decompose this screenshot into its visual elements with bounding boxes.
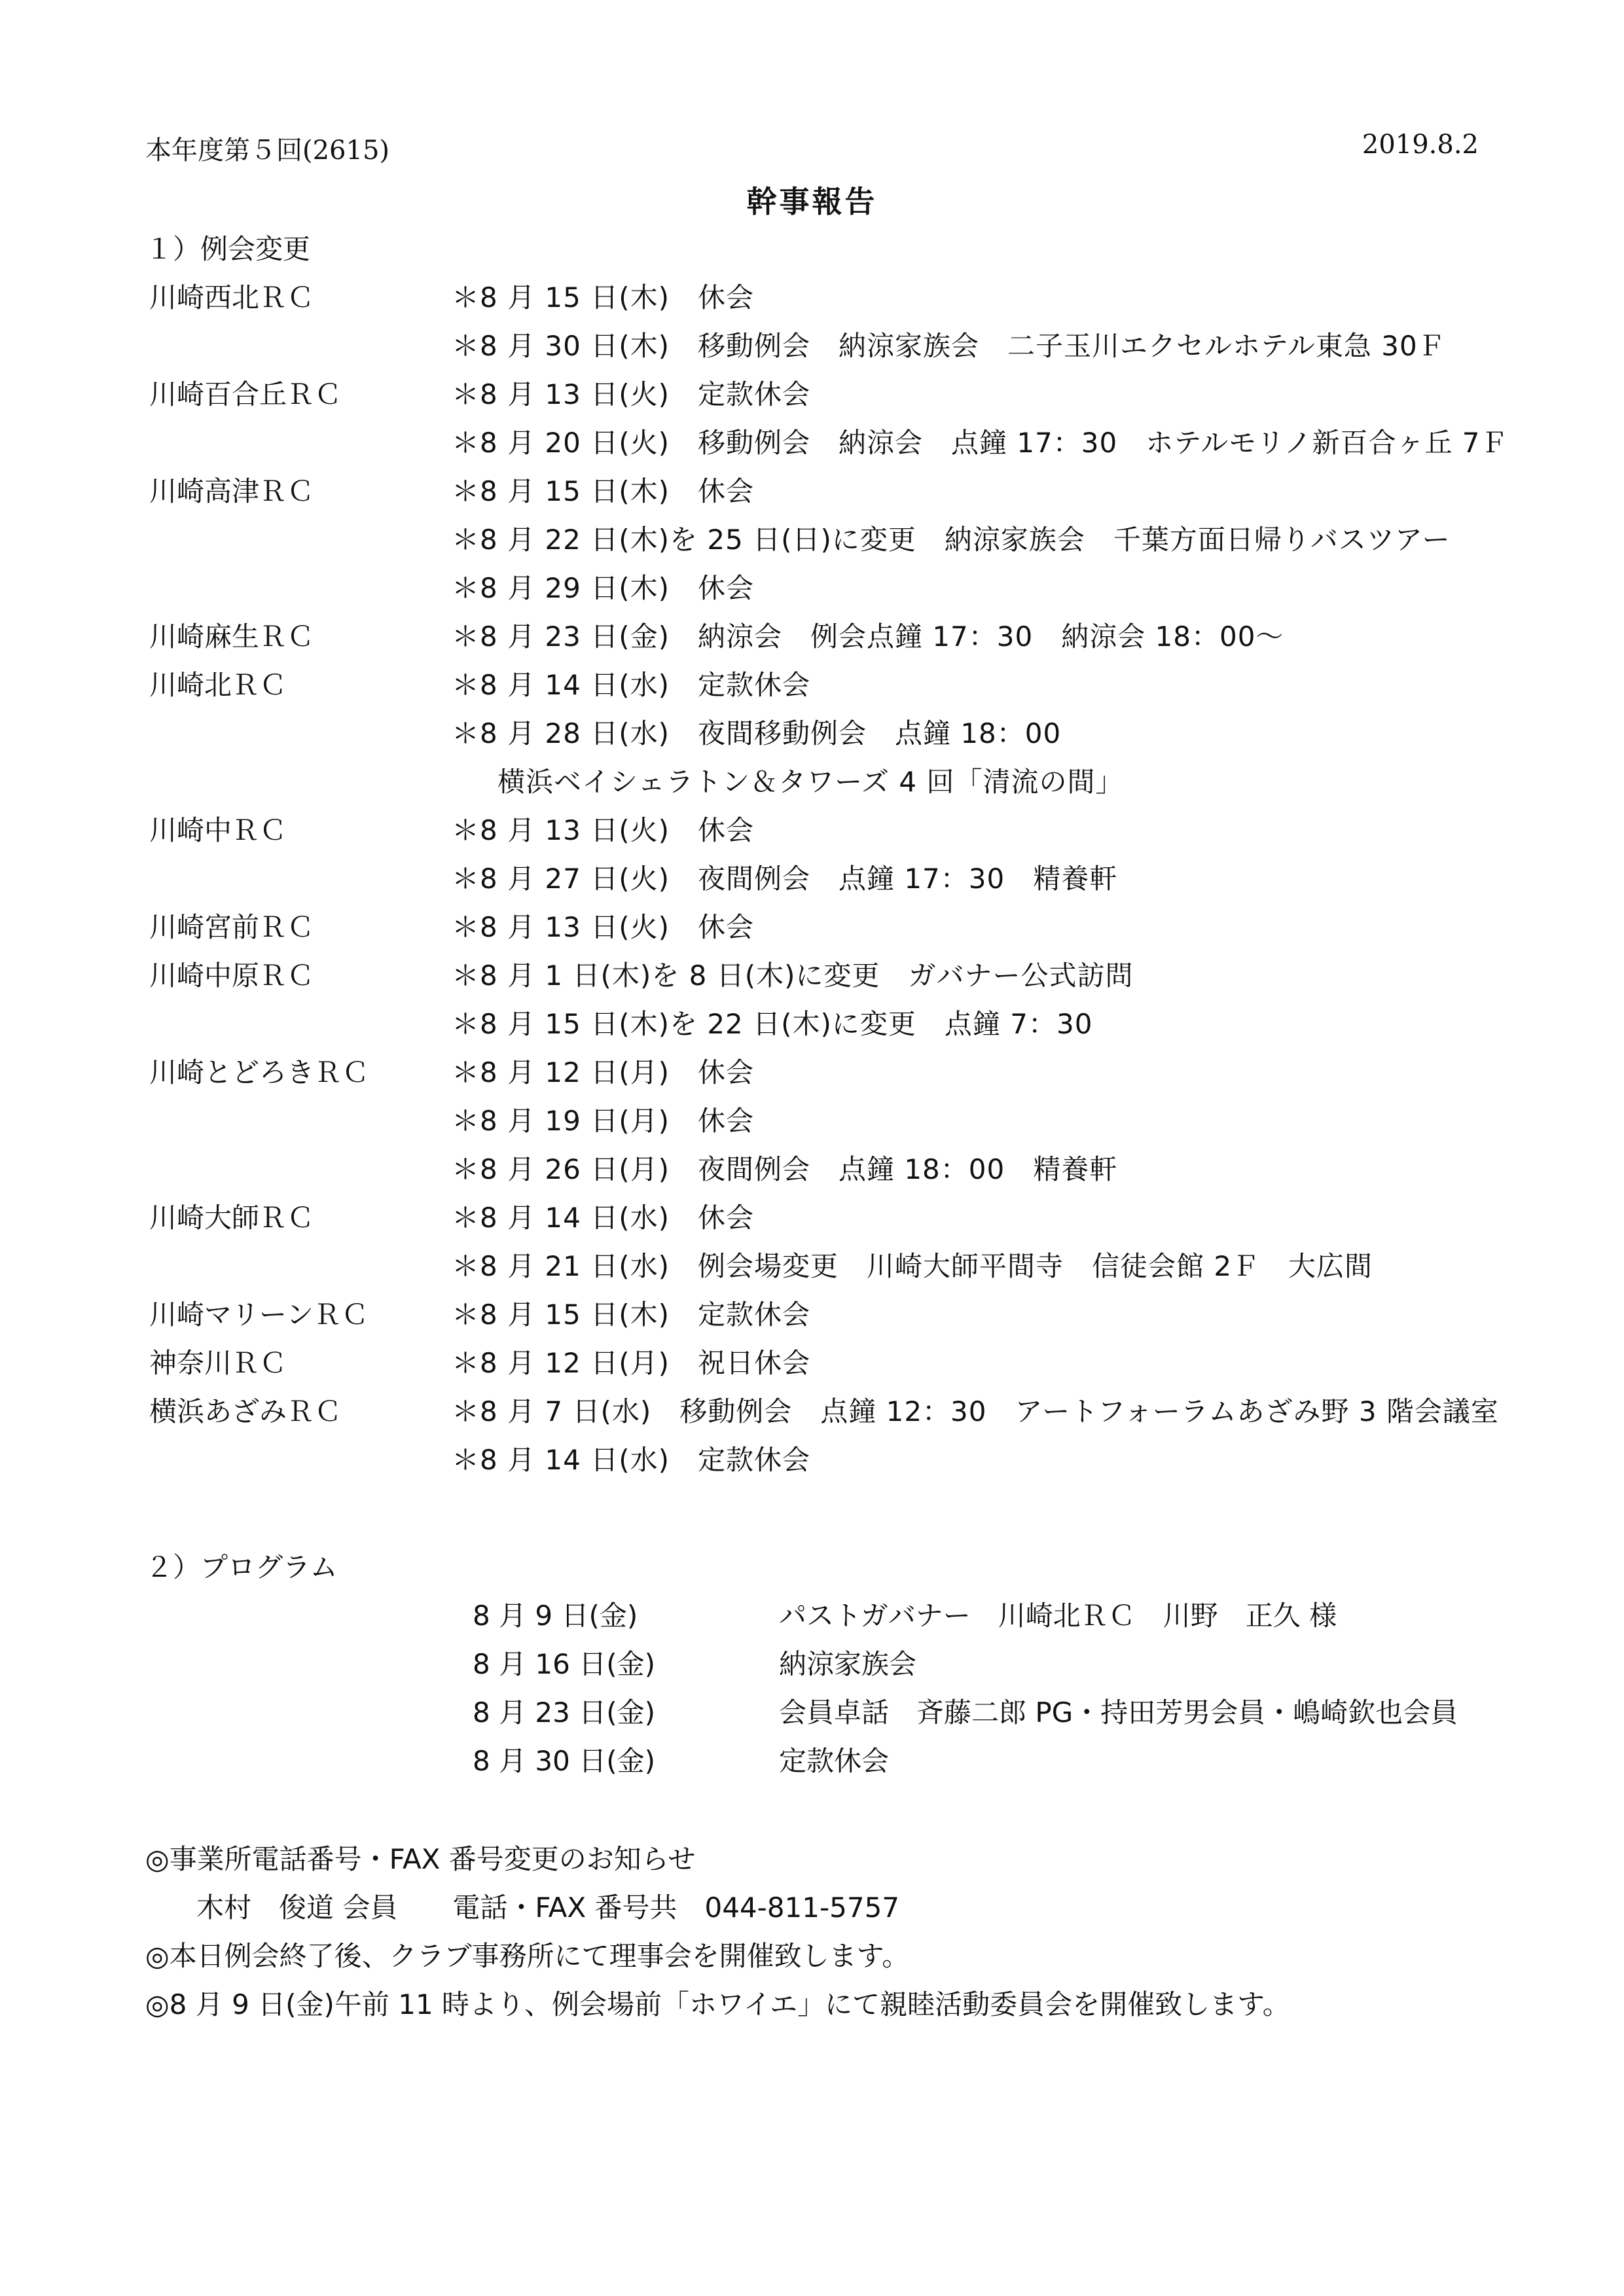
program-date: 8 月 30 日(金)	[473, 1745, 655, 1777]
list-item	[0, 1245, 1624, 1293]
change-detail: ＊8 月 13 日(火) 定款休会	[452, 378, 810, 410]
list-item	[0, 567, 1624, 615]
list-item	[0, 1003, 1624, 1051]
list-item	[0, 761, 1624, 809]
list-item	[0, 1740, 1624, 1788]
change-detail: ＊8 月 19 日(月) 休会	[452, 1105, 754, 1137]
change-detail: ＊8 月 12 日(月) 休会	[452, 1056, 754, 1088]
section-heading-meeting-changes: １）例会変更	[145, 233, 311, 265]
program-description: 定款休会	[779, 1745, 890, 1777]
list-item	[0, 1594, 1624, 1643]
notice-phone-change: ◎事業所電話番号・FAX 番号変更のお知らせ	[145, 1843, 696, 1875]
notice-board-meeting: ◎本日例会終了後、クラブ事務所にて理事会を開催致します。	[145, 1940, 910, 1972]
change-detail: ＊8 月 7 日(水) 移動例会 点鐘 12：30 アートフォーラムあざみ野 3 階会議室	[452, 1395, 1499, 1427]
list-item	[0, 1051, 1624, 1100]
club-name: 川崎宮前ＲＣ	[149, 911, 315, 943]
program-description: 納涼家族会	[779, 1648, 917, 1680]
club-name: 川崎大師ＲＣ	[149, 1202, 315, 1234]
program-date: 8 月 9 日(金)	[473, 1600, 638, 1632]
change-detail: ＊8 月 30 日(木) 移動例会 納涼家族会 二子玉川エクセルホテル東急 30Ｆ	[452, 330, 1446, 362]
list-item	[0, 422, 1624, 470]
issue-number: 本年度第５回(2615)	[145, 135, 390, 166]
notice-phone-detail: 木村 俊道 会員 電話・FAX 番号共 044-811-5757	[196, 1892, 900, 1924]
change-detail: ＊8 月 28 日(水) 夜間移動例会 点鐘 18：00	[452, 717, 1062, 749]
change-detail: ＊8 月 12 日(月) 祝日休会	[452, 1347, 810, 1379]
club-name: 横浜あざみＲＣ	[149, 1395, 342, 1427]
club-name: 川崎中原ＲＣ	[149, 960, 315, 992]
list-item	[0, 1342, 1624, 1390]
change-detail: ＊8 月 23 日(金) 納涼会 例会点鐘 17：30 納涼会 18：00～	[452, 620, 1284, 653]
change-detail: ＊8 月 29 日(木) 休会	[452, 572, 754, 604]
program-date: 8 月 16 日(金)	[473, 1648, 655, 1680]
list-item	[0, 1439, 1624, 1487]
notice-committee-meeting: ◎8 月 9 日(金)午前 11 時より、例会場前「ホワイエ」にて親睦活動委員会を開催致します。	[145, 1988, 1290, 2020]
change-detail: ＊8 月 21 日(水) 例会場変更 川崎大師平間寺 信徒会館 2Ｆ 大広間	[452, 1250, 1373, 1282]
club-name: 川崎中ＲＣ	[149, 814, 287, 846]
change-detail: ＊8 月 14 日(水) 休会	[452, 1202, 754, 1234]
list-item	[0, 1100, 1624, 1148]
program-date: 8 月 23 日(金)	[473, 1696, 655, 1729]
change-detail: ＊8 月 26 日(月) 夜間例会 点鐘 18：00 精養軒	[452, 1153, 1118, 1185]
change-detail: ＊8 月 1 日(木)を 8 日(木)に変更 ガバナー公式訪問	[452, 960, 1134, 992]
list-item	[0, 954, 1624, 1003]
club-name: 川崎高津ＲＣ	[149, 475, 315, 507]
club-name: 神奈川ＲＣ	[149, 1347, 287, 1379]
list-item	[0, 1691, 1624, 1740]
club-name: 川崎とどろきＲＣ	[149, 1056, 370, 1088]
program-description: パストガバナー 川崎北ＲＣ 川野 正久 様	[779, 1600, 1337, 1632]
list-item	[0, 712, 1624, 761]
change-detail: ＊8 月 15 日(木) 休会	[452, 475, 754, 507]
change-detail: ＊8 月 13 日(火) 休会	[452, 911, 754, 943]
club-name: 川崎百合丘ＲＣ	[149, 378, 342, 410]
change-detail: ＊8 月 15 日(木) 定款休会	[452, 1299, 810, 1331]
page-title: 幹事報告	[746, 184, 878, 219]
club-name: 川崎麻生ＲＣ	[149, 620, 315, 653]
list-item	[0, 1643, 1624, 1691]
list-item	[0, 1293, 1624, 1342]
list-item	[0, 906, 1624, 954]
list-item	[0, 1196, 1624, 1245]
program-description: 会員卓話 斉藤二郎 PG・持田芳男会員・嶋崎欽也会員	[779, 1696, 1458, 1729]
change-detail: 横浜ベイシェラトン＆タワーズ 4 回「清流の間」	[497, 766, 1124, 798]
change-detail: ＊8 月 20 日(火) 移動例会 納涼会 点鐘 17：30 ホテルモリノ新百合ヶ丘 7Ｆ	[452, 427, 1509, 459]
report-date: 2019.8.2	[1362, 130, 1479, 160]
list-item	[0, 470, 1624, 518]
list-item	[0, 857, 1624, 906]
list-item	[0, 664, 1624, 712]
change-detail: ＊8 月 13 日(火) 休会	[452, 814, 754, 846]
club-name: 川崎北ＲＣ	[149, 669, 287, 701]
list-item	[0, 518, 1624, 567]
list-item	[0, 1148, 1624, 1196]
list-item	[0, 615, 1624, 664]
list-item	[0, 373, 1624, 422]
change-detail: ＊8 月 14 日(水) 定款休会	[452, 1444, 810, 1476]
club-name: 川崎西北ＲＣ	[149, 281, 315, 314]
list-item	[0, 276, 1624, 325]
club-name: 川崎マリーンＲＣ	[149, 1299, 369, 1331]
change-detail: ＊8 月 15 日(木) 休会	[452, 281, 754, 314]
change-detail: ＊8 月 15 日(木)を 22 日(木)に変更 点鐘 7：30	[452, 1008, 1093, 1040]
section-heading-program: ２）プログラム	[145, 1551, 338, 1583]
change-detail: ＊8 月 22 日(木)を 25 日(日)に変更 納涼家族会 千葉方面日帰りバスツアー	[452, 524, 1451, 556]
change-detail: ＊8 月 14 日(水) 定款休会	[452, 669, 810, 701]
change-detail: ＊8 月 27 日(火) 夜間例会 点鐘 17：30 精養軒	[452, 863, 1118, 895]
list-item	[0, 325, 1624, 373]
list-item	[0, 809, 1624, 857]
list-item	[0, 1390, 1624, 1439]
